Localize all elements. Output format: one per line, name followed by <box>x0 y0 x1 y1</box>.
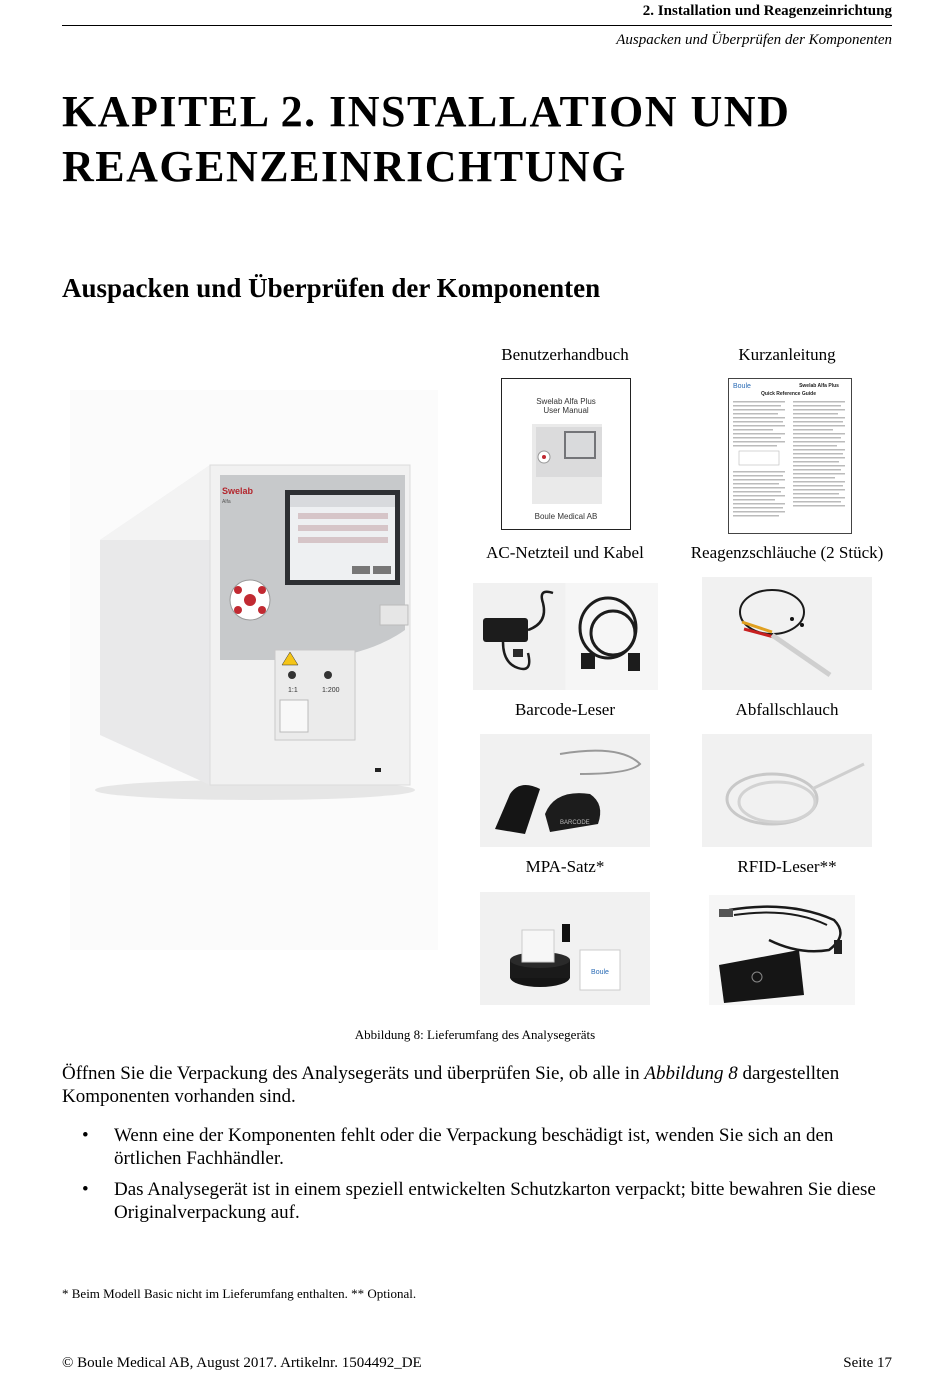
figure-caption: Abbildung 8: Lieferumfang des Analysegeräts <box>354 1027 596 1042</box>
barcode-illustration <box>480 734 650 847</box>
waste-image <box>702 734 872 847</box>
mpa-image <box>480 892 650 1005</box>
caption-barcode: Barcode-Leser <box>514 700 616 719</box>
quickref-sheet <box>729 379 851 533</box>
manual-cover-line1: Swelab Alfa Plus <box>536 397 596 406</box>
analyzer-image <box>70 390 438 950</box>
chapter-title-line1: KAPITEL 2. INSTALLATION UND <box>62 87 791 136</box>
running-header-title: 2. Installation und Reagenzeinrichtung <box>642 3 892 19</box>
device-port-1-label: 1:1 <box>288 687 298 694</box>
bullet-marker: • <box>82 1125 89 1146</box>
caption-rfid: RFID-Leser** <box>737 857 837 876</box>
analyzer-illustration <box>70 390 438 950</box>
quickref-title: Swelab Alfa Plus <box>799 383 839 389</box>
manual-cover <box>502 379 630 529</box>
running-header-subtitle: Auspacken und Überprüfen der Komponenten <box>616 32 892 48</box>
quickref-subtitle: Quick Reference Guide <box>761 391 817 397</box>
footer-copyright: © Boule Medical AB, August 2017. Artikelnr. 1504492_DE <box>62 1355 422 1371</box>
caption-tubes: Reagenzschläuche (2 Stück) <box>690 543 884 562</box>
intro-paragraph-end: dargestellten Komponenten vorhanden sind. <box>62 1063 840 1107</box>
page-number: Seite 17 <box>843 1355 892 1371</box>
rfid-illustration <box>709 895 855 1005</box>
chapter-title <box>62 84 882 194</box>
manual-image <box>501 378 631 530</box>
device-brand: Swelab <box>222 486 254 496</box>
figure-reference: Abbildung 8 <box>644 1063 738 1084</box>
tubes-image <box>702 577 872 690</box>
manual-cover-line2: User Manual <box>543 406 589 415</box>
caption-manual: Benutzerhandbuch <box>501 345 629 364</box>
chapter-title-line2: REAGENZEINRICHTUNG <box>62 142 627 191</box>
intro-paragraph-start: Öffnen Sie die Verpackung des Analysegeräts und überprüfen Sie, ob alle in <box>62 1063 645 1084</box>
bullet-text: Wenn eine der Komponenten fehlt oder die Verpackung beschädigt ist, wenden Sie sich an den örtlichen Fachhändler. <box>114 1125 834 1169</box>
caption-mpa: MPA-Satz* <box>525 857 605 876</box>
bullet-item <box>62 1178 892 1226</box>
manual-cover-footer: Boule Medical AB <box>534 512 598 521</box>
mpa-illustration <box>480 892 650 1005</box>
section-title: Auspacken und Überprüfen der Komponenten <box>62 273 601 303</box>
footnote: * Beim Modell Basic nicht im Lieferumfang enthalten. ** Optional. <box>62 1286 417 1301</box>
caption-quickref: Kurzanleitung <box>738 345 836 364</box>
adapter-illustration <box>473 583 658 690</box>
adapter-image <box>473 583 658 690</box>
caption-waste: Abfallschlauch <box>735 700 839 719</box>
mpa-label: Boule <box>591 969 609 976</box>
device-port-2-label: 1:200 <box>322 687 340 694</box>
tubes-illustration <box>702 577 872 690</box>
bullet-marker: • <box>82 1179 89 1200</box>
bullet-item <box>62 1124 892 1172</box>
bullet-text: Das Analysegerät ist in einem speziell entwickelten Schutzkarton verpackt; bitte bewahren Sie diese Originalverpackung auf. <box>114 1179 876 1223</box>
header-rule <box>62 25 892 26</box>
barcode-image <box>480 734 650 847</box>
intro-paragraph <box>62 1062 892 1108</box>
barcode-device-label: BARCODE <box>560 820 590 826</box>
quickref-logo: Boule <box>733 383 751 390</box>
caption-adapter: AC-Netzteil und Kabel <box>486 543 644 562</box>
quickref-image <box>728 378 852 534</box>
waste-illustration <box>702 734 872 847</box>
device-model: Alfa <box>222 499 231 505</box>
rfid-image <box>709 895 855 1005</box>
